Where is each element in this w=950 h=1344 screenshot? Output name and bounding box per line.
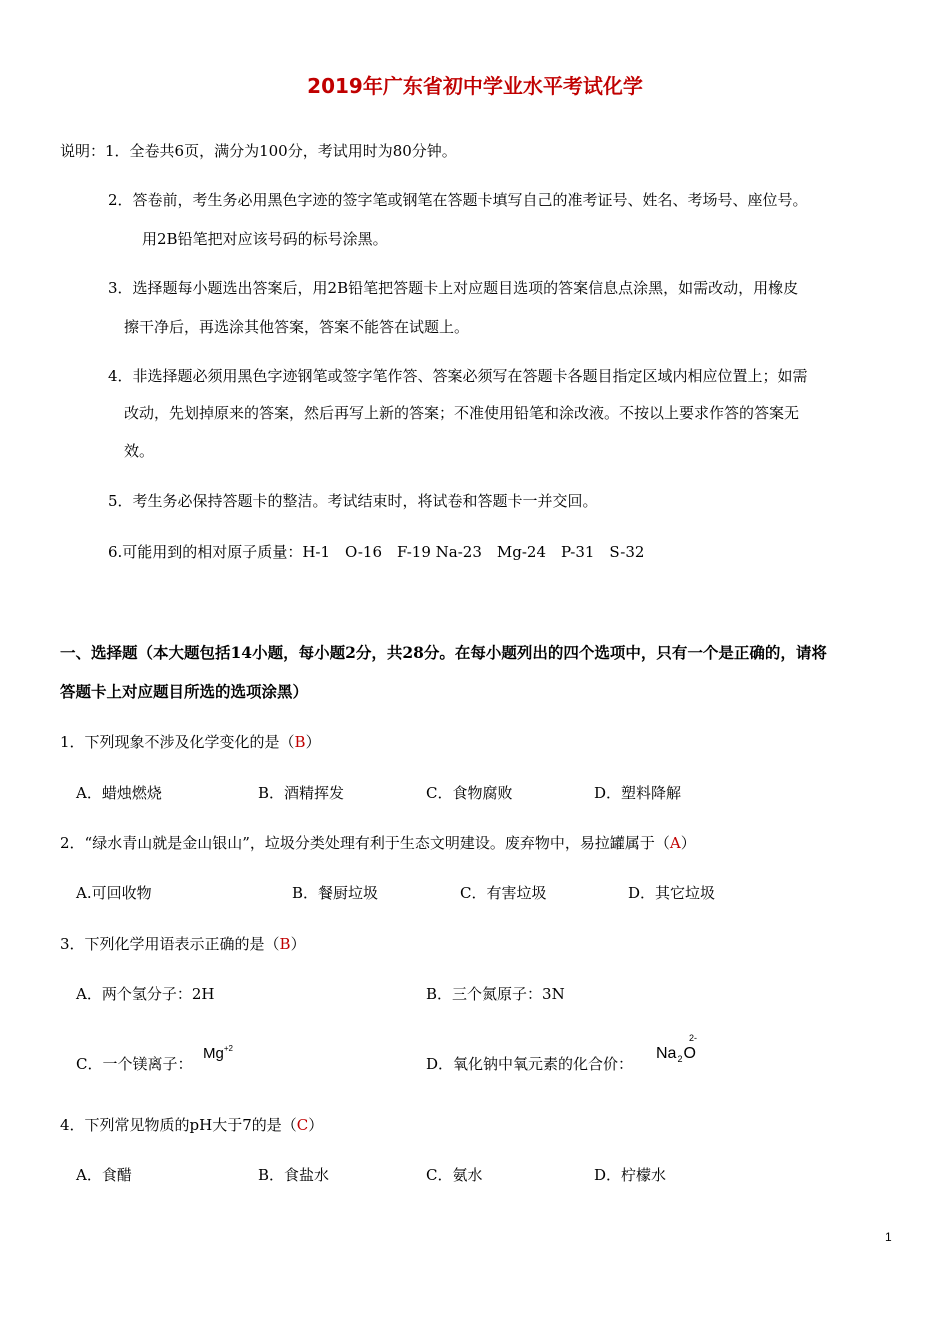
answer: B bbox=[279, 935, 291, 953]
formula-subscript: 2 bbox=[677, 1054, 683, 1064]
question-3 bbox=[60, 937, 306, 952]
option: D．柠檬水 bbox=[594, 1166, 667, 1184]
instruction-5: 5．考生务必保持答题卡的整洁。考试结束时，将试卷和答题卡一并交回。 bbox=[108, 492, 598, 510]
option: A．食醋 bbox=[76, 1166, 132, 1184]
question-stem-close: ） bbox=[680, 834, 696, 852]
option: B．三个氮原子：3N bbox=[426, 985, 565, 1003]
question-stem: 1．下列现象不涉及化学变化的是（ bbox=[60, 733, 295, 751]
option: C．氨水 bbox=[426, 1166, 483, 1184]
instruction-3-cont: 擦干净后，再选涂其他答案，答案不能答在试题上。 bbox=[124, 318, 470, 336]
question-4 bbox=[60, 1118, 323, 1133]
formula-symbol: O bbox=[683, 1045, 696, 1062]
option: D．氧化钠中氧元素的化合价： bbox=[426, 1055, 634, 1073]
option: A．两个氢分子：2H bbox=[76, 985, 215, 1003]
question-2 bbox=[60, 836, 696, 851]
instruction-4-cont2: 效。 bbox=[124, 442, 155, 460]
page-number: 1 bbox=[885, 1230, 892, 1244]
instruction-2: 2．答卷前，考生务必用黑色字迹的签字笔或钢笔在答题卡填写自己的准考证号、姓名、考场号、座位号。 bbox=[108, 191, 808, 209]
sodium-oxide-formula bbox=[656, 1046, 696, 1062]
formula-symbol: Na bbox=[656, 1045, 677, 1062]
option: B．餐厨垃圾 bbox=[292, 884, 379, 902]
option: C．一个镁离子： bbox=[76, 1055, 193, 1073]
answer: C bbox=[296, 1116, 309, 1134]
magnesium-ion-formula bbox=[203, 1046, 233, 1061]
instruction-4-cont: 改动，先划掉原来的答案，然后再写上新的答案；不准使用铅笔和涂改液。不按以上要求作答的答案无 bbox=[124, 404, 800, 422]
option: C．食物腐败 bbox=[426, 784, 513, 802]
option: A.可回收物 bbox=[76, 884, 152, 902]
option: D．其它垃圾 bbox=[628, 884, 716, 902]
section-heading: 一、选择题（本大题包括14小题，每小题2分，共28分。在每小题列出的四个选项中，只有一个是正确的，请将 bbox=[60, 643, 827, 662]
instruction-2-cont: 用2B铅笔把对应该号码的标号涂黑。 bbox=[142, 230, 388, 248]
section-heading-cont: 答题卡上对应题目所选的选项涂黑） bbox=[60, 682, 309, 701]
question-stem-close: ） bbox=[308, 1116, 324, 1134]
option: B．食盐水 bbox=[258, 1166, 330, 1184]
question-stem: 3．下列化学用语表示正确的是（ bbox=[60, 935, 280, 953]
instruction-6: 6.可能用到的相对原子质量：H-1 O-16 F-19 Na-23 Mg-24 P-31 S-32 bbox=[108, 543, 645, 561]
instruction-3: 3．选择题每小题选出答案后，用2B铅笔把答题卡上对应题目选项的答案信息点涂黑，如需改动，用橡皮 bbox=[108, 279, 799, 297]
question-stem-close: ） bbox=[290, 935, 306, 953]
question-stem: 2．“绿水青山就是金山银山”，垃圾分类处理有利于生态文明建设。废弃物中，易拉罐属于（ bbox=[60, 834, 670, 852]
option: C．有害垃圾 bbox=[460, 884, 547, 902]
instruction-4: 4．非选择题必须用黑色字迹钢笔或签字笔作答、答案必须写在答题卡各题目指定区域内相应位置上；如需 bbox=[108, 367, 808, 385]
answer: A bbox=[669, 834, 681, 852]
question-1 bbox=[60, 735, 321, 750]
ion-charge: +2 bbox=[223, 1044, 233, 1053]
instruction-1: 说明：1．全卷共6页，满分为100分，考试用时为80分钟。 bbox=[60, 142, 457, 160]
answer: B bbox=[294, 733, 306, 751]
option: A．蜡烛燃烧 bbox=[76, 784, 162, 802]
option: D．塑料降解 bbox=[594, 784, 682, 802]
question-stem-close: ） bbox=[305, 733, 321, 751]
formula-symbol: Mg bbox=[203, 1045, 224, 1062]
question-stem: 4．下列常见物质的pH大于7的是（ bbox=[60, 1116, 297, 1134]
valence-mark: 2- bbox=[689, 1033, 698, 1043]
page-title: 2019年广东省初中学业水平考试化学 bbox=[307, 74, 643, 98]
option: B．酒精挥发 bbox=[258, 784, 345, 802]
